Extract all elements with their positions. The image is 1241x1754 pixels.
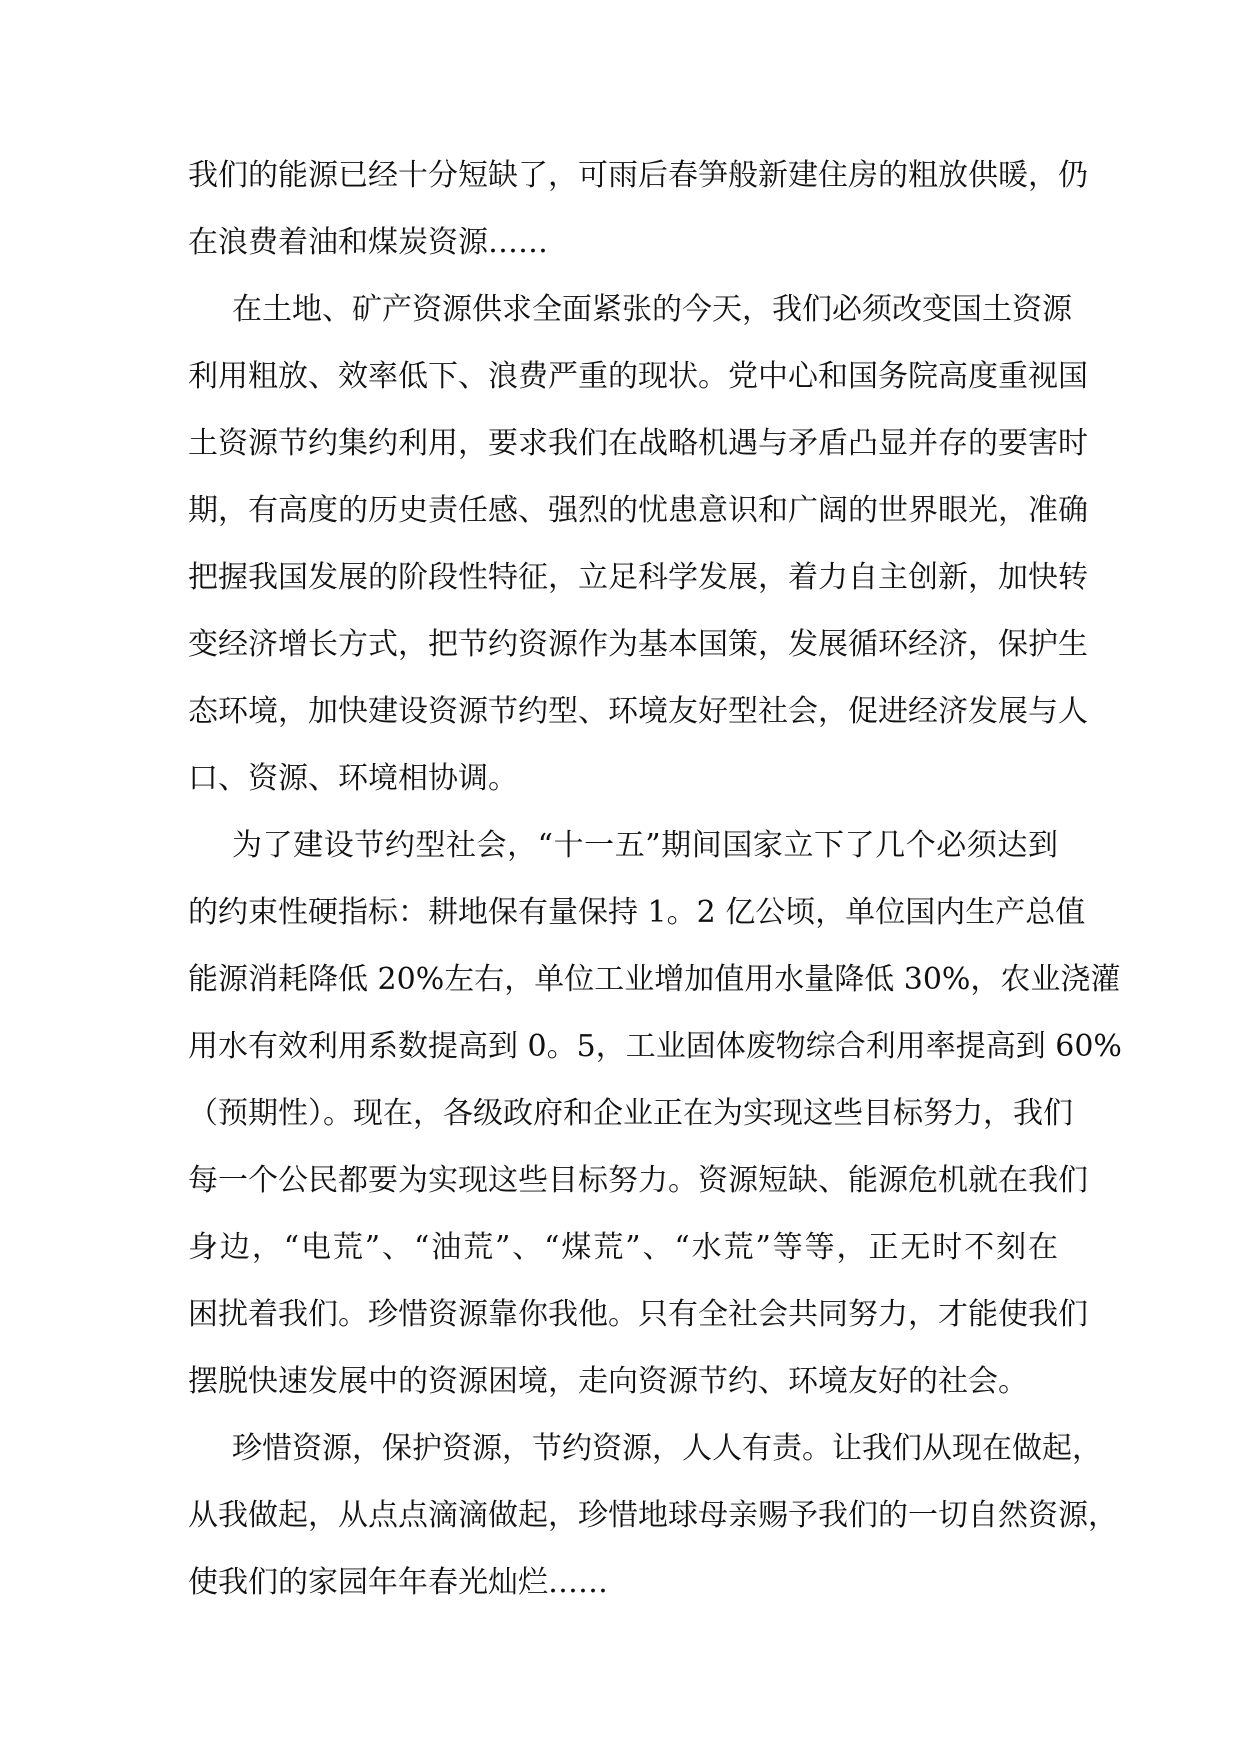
paragraph-line: 每一个公民都要为实现这些目标努力。资源短缺、能源危机就在我们 [188,1163,1088,1198]
document-body [188,142,1122,1616]
paragraph-1 [188,142,1088,276]
paragraph-line: 口、资源、环境相协调。 [188,761,518,796]
paragraph-line: 困扰着我们。珍惜资源靠你我他。只有全社会共同努力，才能使我们 [188,1297,1088,1332]
paragraph-line: 身边，“电荒”、“油荒”、“煤荒”、“水荒”等等，正无时不刻在 [188,1230,1058,1265]
paragraph-line: 在浪费着油和煤炭资源…… [188,225,548,260]
paragraph-line: 使我们的家园年年春光灿烂…… [188,1565,608,1600]
paragraph-line: 珍惜资源，保护资源，节约资源，人人有责。让我们从现在做起， [232,1431,1102,1466]
paragraph-line: 用水有效利用系数提高到 0。5，工业固体废物综合利用率提高到 60% [188,1029,1122,1064]
paragraph-line: 在土地、矿产资源供求全面紧张的今天，我们必须改变国土资源 [232,292,1072,327]
paragraph-line: 从我做起，从点点滴滴做起，珍惜地球母亲赐予我们的一切自然资源， [188,1498,1118,1533]
paragraph-line: （预期性）。现在，各级政府和企业正在为实现这些目标努力，我们 [188,1096,1073,1131]
paragraph-line: 土资源节约集约利用，要求我们在战略机遇与矛盾凸显并存的要害时 [188,426,1088,461]
paragraph-line: 态环境，加快建设资源节约型、环境友好型社会，促进经济发展与人 [188,694,1088,729]
paragraph-line: 变经济增长方式，把节约资源作为基本国策，发展循环经济，保护生 [188,627,1088,662]
paragraph-line: 摆脱快速发展中的资源困境，走向资源节约、环境友好的社会。 [188,1364,1028,1399]
paragraph-line: 我们的能源已经十分短缺了，可雨后春笋般新建住房的粗放供暖，仍 [188,158,1088,193]
paragraph-line: 的约束性硬指标：耕地保有量保持 1。2 亿公顷，单位国内生产总值 [188,895,1086,930]
paragraph-3 [188,812,1122,1415]
paragraph-4 [188,1415,1118,1616]
paragraph-line: 利用粗放、效率低下、浪费严重的现状。党中心和国务院高度重视国 [188,359,1088,394]
paragraph-line: 期，有高度的历史责任感、强烈的忧患意识和广阔的世界眼光，准确 [188,493,1088,528]
paragraph-line: 为了建设节约型社会，“十一五”期间国家立下了几个必须达到 [232,828,1058,863]
paragraph-line: 能源消耗降低 20%左右，单位工业增加值用水量降低 30%，农业浇灌 [188,962,1121,997]
paragraph-2 [188,276,1088,812]
paragraph-line: 把握我国发展的阶段性特征，立足科学发展，着力自主创新，加快转 [188,560,1088,595]
